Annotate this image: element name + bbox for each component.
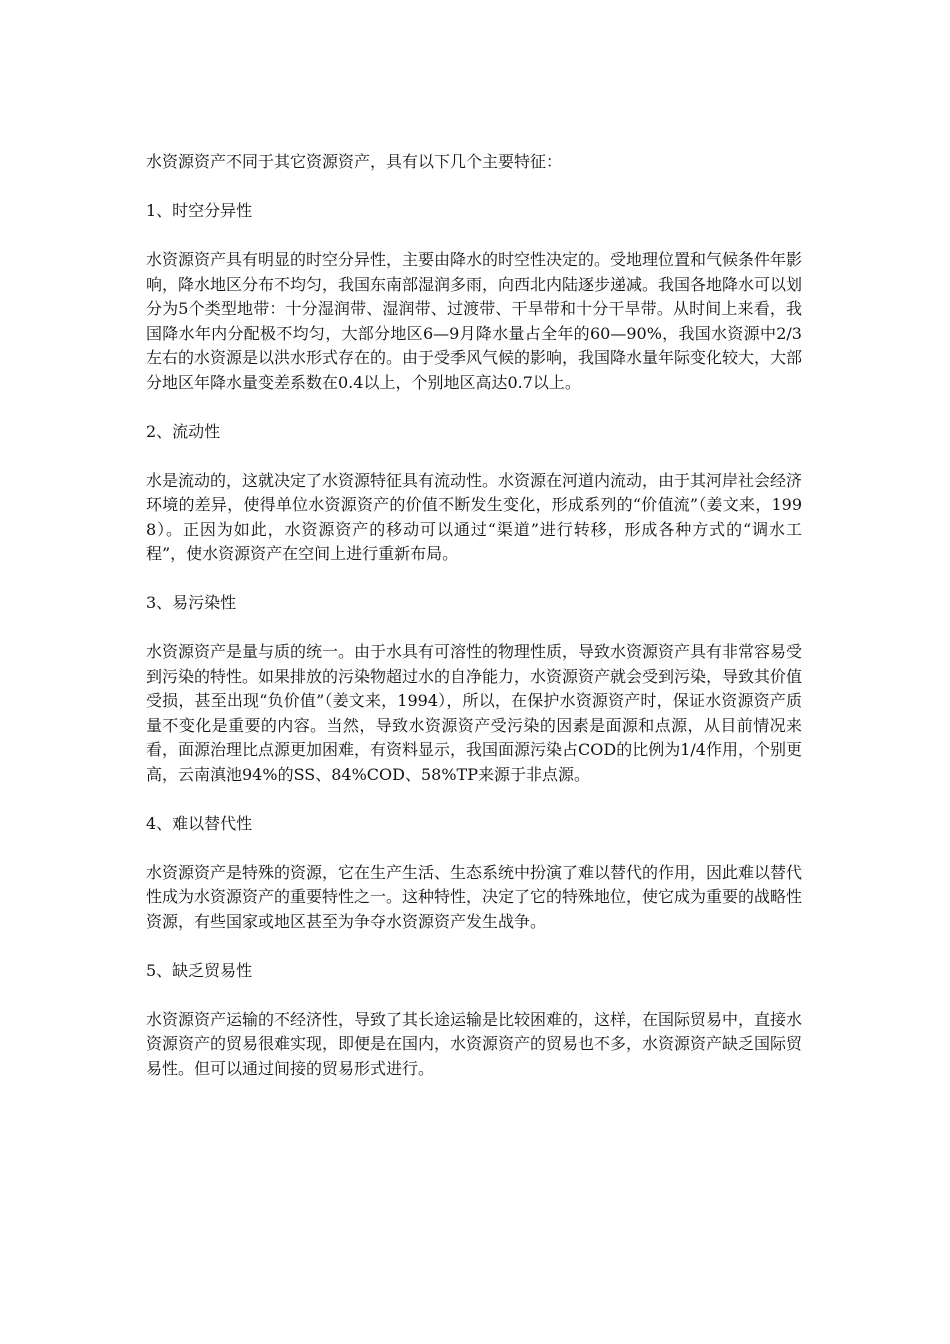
section-1-heading: 1、时空分异性 bbox=[146, 201, 253, 220]
section-5-body: 水资源资产运输的不经济性，导致了其长途运输是比较困难的，这样，在国际贸易中，直接水资源资产的贸易很难实现，即便是在国内，水资源资产的贸易也不多，水资源资产缺乏国际贸易性。但可以通过间接的贸易形式进行。 bbox=[146, 1009, 803, 1078]
section-1-body: 水资源资产具有明显的时空分异性，主要由降水的时空性决定的。受地理位置和气候条件年影响，降水地区分布不均匀，我国东南部湿润多雨，向西北内陆逐步递减。我国各地降水可以划分为5个类型地带：十分湿润带、湿润带、过渡带、干旱带和十分干旱带。从时间上来看，我国降水年内分配极不均匀，大部分地区6—9月降水量占全年的60—90%，我国水资源中2/3左右的水资源是以洪水形式存在的。由于受季风气候的影响，我国降水量年际变化较大，大部分地区年降水量变差系数在0.4以上，个别地区高达0.7以上。 bbox=[146, 250, 803, 392]
section-2-body: 水是流动的，这就决定了水资源特征具有流动性。水资源在河道内流动，由于其河岸社会经济环境的差异，使得单位水资源资产的价值不断发生变化，形成系列的“价值流”（姜文来，1998）。正因为如此，水资源资产的移动可以通过“渠道”进行转移，形成各种方式的“调水工程”，使水资源资产在空间上进行重新布局。 bbox=[146, 470, 803, 563]
document-page bbox=[146, 150, 802, 1106]
section-4-body: 水资源资产是特殊的资源，它在生产生活、生态系统中扮演了难以替代的作用，因此难以替代性成为水资源资产的重要特性之一。这种特性，决定了它的特殊地位，使它成为重要的战略性资源，有些国家或地区甚至为争夺水资源资产发生战争。 bbox=[146, 862, 803, 931]
section-5-heading: 5、缺乏贸易性 bbox=[146, 960, 253, 980]
section-4-heading: 4、难以替代性 bbox=[146, 813, 253, 833]
intro-paragraph: 水资源资产不同于其它资源资产，具有以下几个主要特征： bbox=[146, 152, 563, 171]
section-2-heading: 2、流动性 bbox=[146, 421, 221, 441]
section-3-body: 水资源资产是量与质的统一。由于水具有可溶性的物理性质，导致水资源资产具有非常容易受到污染的特性。如果排放的污染物超过水的自净能力，水资源资产就会受到污染，导致其价值受损，甚至出现“负价值”（姜文来，1994），所以，在保护水资源资产时，保证水资源资产质量不变化是重要的内容。当然，导致水资源资产受污染的因素是面源和点源，从目前情况来看，面源治理比点源更加困难，有资料显示，我国面源污染占COD的比例为1/4作用，个别更高，云南滇池94%的SS、84%COD、58%TP来源于非点源。 bbox=[146, 642, 803, 784]
section-3-heading: 3、易污染性 bbox=[146, 593, 237, 612]
